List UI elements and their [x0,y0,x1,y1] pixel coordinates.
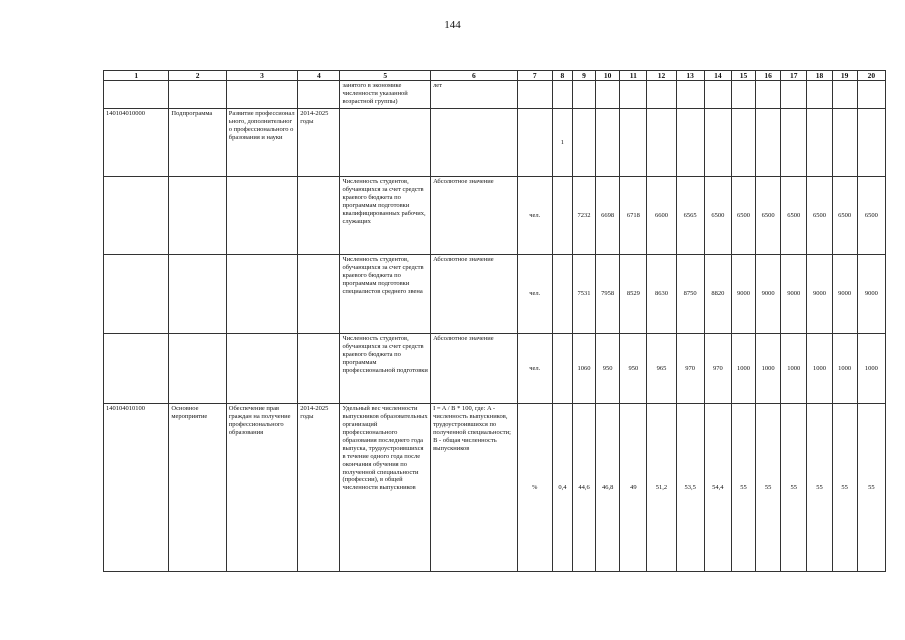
indicator-formula: Абсолютное значение [431,177,518,255]
program-name: Обеспечение прав граждан на получение профессионального образования [226,404,297,572]
value-cell: 950 [596,334,620,404]
weight-value: 1 [552,109,572,177]
value-cell: 6500 [704,177,731,255]
indicator-unit: чел. [517,255,552,334]
indicator-formula: I = A / B * 100, где: A - численность выпускников, трудоустроившихся по полученной специальности; B - общая численность выпускников [431,404,518,572]
value-cell: 6565 [676,177,704,255]
weight-value [552,334,572,404]
value-cell: 1000 [832,334,857,404]
value-cell: 1000 [807,334,832,404]
value-cell: 7232 [572,177,595,255]
weight-value [552,255,572,334]
value-cell: 6500 [731,177,755,255]
value-cell: 6500 [756,177,781,255]
header-cell: 20 [857,71,885,81]
value-cell: 6718 [620,177,647,255]
header-cell: 14 [704,71,731,81]
header-cell: 1 [104,71,169,81]
value-cell: 7531 [572,255,595,334]
program-type: Основное мероприятие [169,404,226,572]
indicator-unit: чел. [517,334,552,404]
value-cell: 6500 [781,177,807,255]
program-period: 2014-2025 годы [298,404,340,572]
value-cell: 9000 [756,255,781,334]
value-cell: 9000 [731,255,755,334]
value-cell: 8820 [704,255,731,334]
indicator-name: занятого в экономике численности указанной возрастной группы) [340,81,431,109]
indicator-row [104,255,886,334]
value-cell: 6600 [647,177,676,255]
value-cell: 9000 [857,255,885,334]
header-row [104,71,886,81]
header-cell: 4 [298,71,340,81]
header-cell: 9 [572,71,595,81]
value-cell: 55 [781,404,807,572]
header-cell: 10 [596,71,620,81]
indicator-formula: Абсолютное значение [431,255,518,334]
value-cell: 49 [620,404,647,572]
indicator-row [104,177,886,255]
indicator-name: Численность студентов, обучающихся за счет средств краевого бюджета по программам подготовки квалифицированных рабочих, служащих [340,177,431,255]
indicator-name: Численность студентов, обучающихся за счет средств краевого бюджета по программам профессиональной подготовки [340,334,431,404]
header-cell: 19 [832,71,857,81]
header-cell: 5 [340,71,431,81]
value-cell: 6500 [832,177,857,255]
value-cell: 8630 [647,255,676,334]
indicator-name: Удельный вес численности выпускников образовательных организаций профессионального образования последнего года выпуска, трудоустроившихся в течение одного года после окончания обучения по полученной специальности (профессии), в общей численности выпускников [340,404,431,572]
value-cell: 55 [807,404,832,572]
program-type: Подпрограмма [169,109,226,177]
header-cell: 16 [756,71,781,81]
indicator-unit: % [517,404,552,572]
program-code: 140104010000 [104,109,169,177]
program-period: 2014-2025 годы [298,109,340,177]
header-cell: 13 [676,71,704,81]
value-cell: 8529 [620,255,647,334]
value-cell: 6500 [857,177,885,255]
header-cell: 2 [169,71,226,81]
value-cell: 8750 [676,255,704,334]
header-cell: 12 [647,71,676,81]
measure-row [104,404,886,572]
header-cell: 17 [781,71,807,81]
header-cell: 11 [620,71,647,81]
header-cell: 7 [517,71,552,81]
header-cell: 18 [807,71,832,81]
value-cell: 950 [620,334,647,404]
value-cell: 55 [857,404,885,572]
value-cell: 6698 [596,177,620,255]
page-number: 144 [444,19,461,31]
value-cell: 970 [676,334,704,404]
value-cell: 6500 [807,177,832,255]
header-cell: 6 [431,71,518,81]
value-cell: 54,4 [704,404,731,572]
value-cell: 53,5 [676,404,704,572]
value-cell: 9000 [832,255,857,334]
value-cell: 1060 [572,334,595,404]
indicators-table [103,70,886,572]
subprogram-row [104,109,886,177]
value-cell: 46,8 [596,404,620,572]
value-cell: 1000 [731,334,755,404]
value-cell: 7958 [596,255,620,334]
indicator-unit: чел. [517,177,552,255]
weight-value [552,177,572,255]
indicator-name: Численность студентов, обучающихся за счет средств краевого бюджета по программам подготовки специалистов среднего звена [340,255,431,334]
continuation-row [104,81,886,109]
value-cell: 55 [756,404,781,572]
indicator-row [104,334,886,404]
program-name: Развитие профессионального, дополнительного профессионального образования и науки [226,109,297,177]
value-cell: 965 [647,334,676,404]
header-cell: 15 [731,71,755,81]
value-cell: 55 [731,404,755,572]
header-cell: 8 [552,71,572,81]
header-cell: 3 [226,71,297,81]
value-cell: 44,6 [572,404,595,572]
value-cell: 1000 [857,334,885,404]
value-cell: 9000 [781,255,807,334]
indicator-formula: лет [431,81,518,109]
value-cell: 1000 [781,334,807,404]
indicator-formula: Абсолютное значение [431,334,518,404]
value-cell: 970 [704,334,731,404]
value-cell: 9000 [807,255,832,334]
value-cell: 1000 [756,334,781,404]
value-cell: 51,2 [647,404,676,572]
program-code: 140104010100 [104,404,169,572]
weight-value: 0,4 [552,404,572,572]
value-cell: 55 [832,404,857,572]
